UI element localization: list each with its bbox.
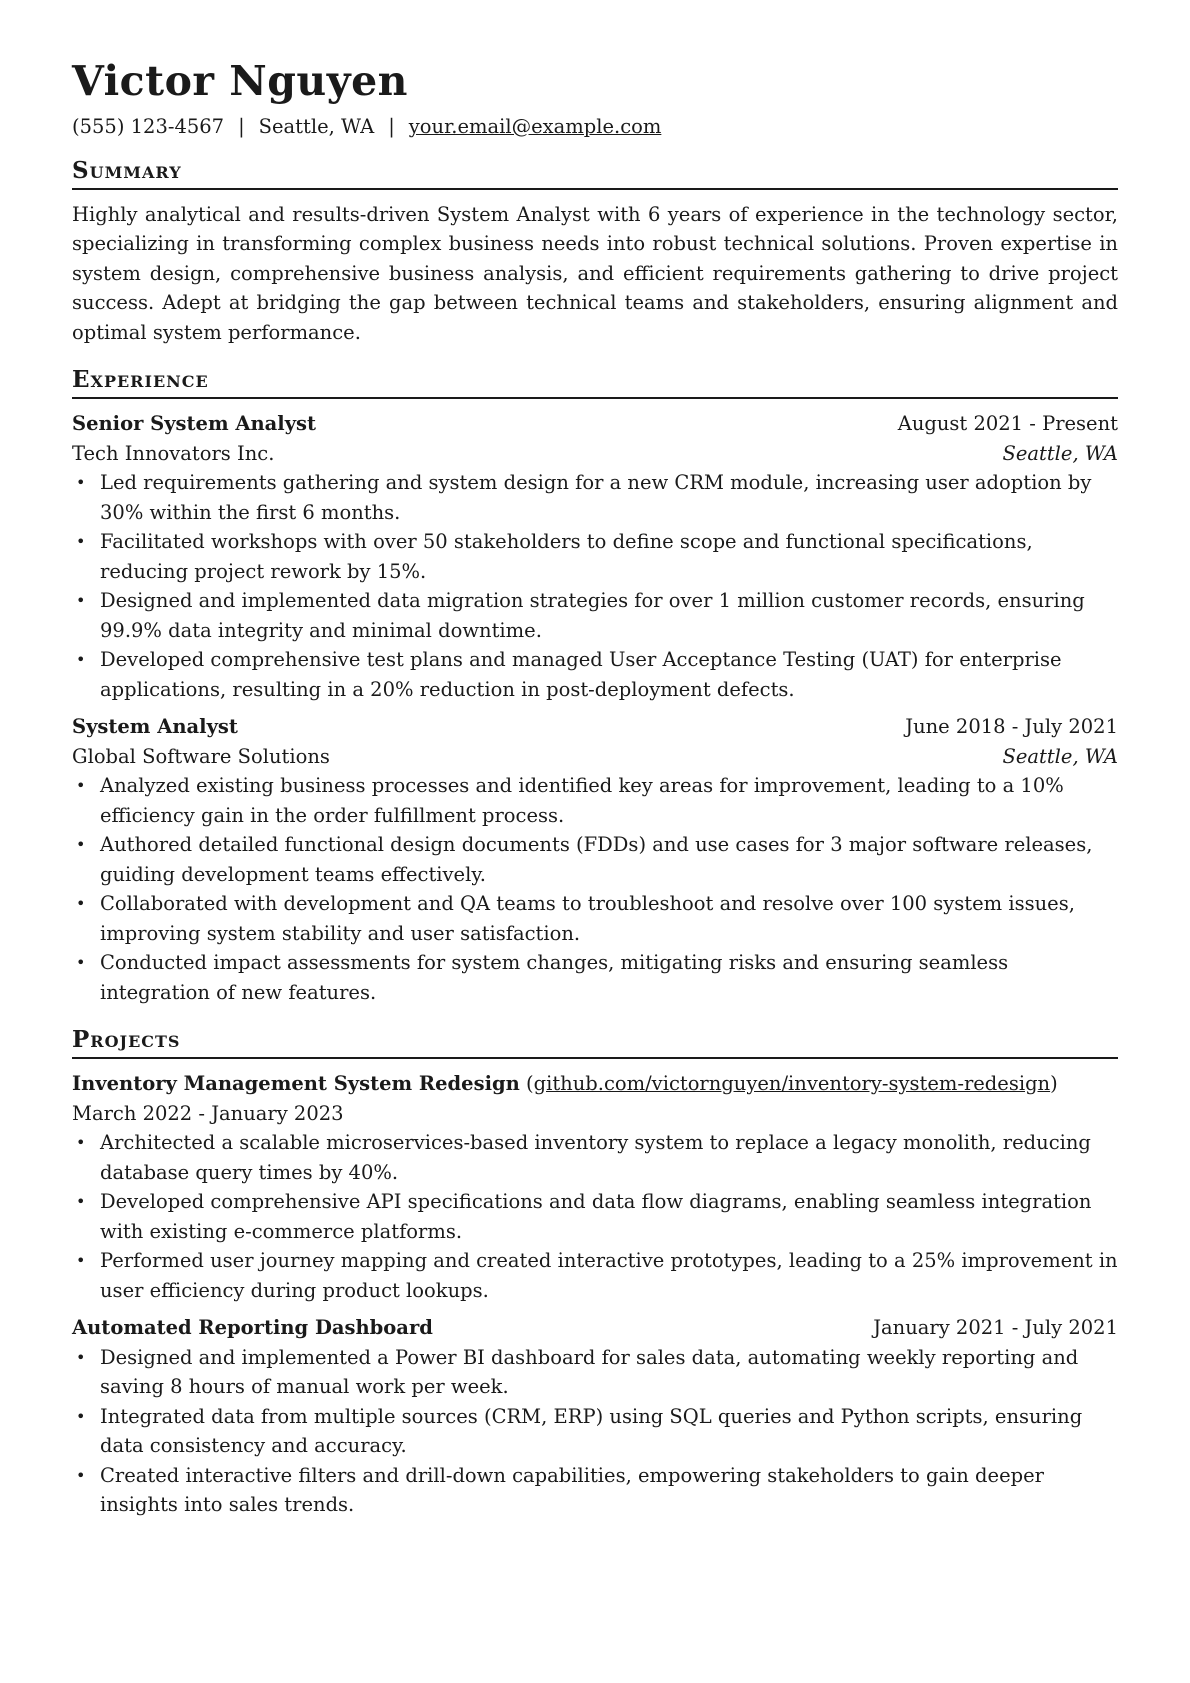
job-bullets	[72, 771, 1118, 1007]
bullet-item: • Conducted impact assessments for system changes, mitigating risks and ensuring seamless integration of new features.	[100, 948, 1118, 1007]
bullet-item: • Designed and implemented data migration strategies for over 1 million customer records, ensuring 99.9% data integrity and minimal downtime.	[100, 586, 1118, 645]
job-location: Seattle, WA	[1002, 744, 1118, 768]
bullet-item: • Collaborated with development and QA teams to troubleshoot and resolve over 100 system issues, improving system stability and user satisfaction.	[100, 889, 1118, 948]
company-name: Tech Innovators Inc.	[72, 441, 275, 465]
experience-section	[72, 365, 1118, 1007]
bullet-item: • Designed and implemented a Power BI dashboard for sales data, automating weekly reporting and saving 8 hours of manual work per week.	[100, 1343, 1118, 1402]
contact-separator: |	[238, 115, 245, 138]
project-header: Inventory Management System Redesign (github.com/victornguyen/inventory-system-redesign) March 2022 - January 2023	[72, 1072, 1058, 1125]
bullet-item: • Integrated data from multiple sources (CRM, ERP) using SQL queries and Python scripts, ensuring data consistency and accuracy.	[100, 1402, 1118, 1461]
project-title: Automated Reporting Dashboard	[72, 1316, 433, 1339]
bullet-item: • Performed user journey mapping and created interactive prototypes, leading to a 25% improvement in user efficiency during product lookups.	[100, 1246, 1118, 1305]
project-dates: January 2021 - July 2021	[873, 1316, 1118, 1339]
contact-line	[72, 112, 1118, 142]
bullet-item: • Led requirements gathering and system design for a new CRM module, increasing user adoption by 30% within the first 6 months.	[100, 468, 1118, 527]
project-bullets	[72, 1128, 1118, 1305]
company-name: Global Software Solutions	[72, 744, 330, 768]
job-dates: August 2021 - Present	[897, 412, 1118, 435]
bullet-item: • Developed comprehensive API specifications and data flow diagrams, enabling seamless integration with existing e-commerce platforms.	[100, 1187, 1118, 1246]
job-title: Senior System Analyst	[72, 412, 317, 435]
experience-heading: Experience	[72, 365, 1118, 399]
job-entry	[72, 409, 1118, 704]
bullet-item: • Developed comprehensive test plans and managed User Acceptance Testing (UAT) for enterprise applications, resulting in a 20% reduction in post-deployment defects.	[100, 645, 1118, 704]
bullet-item: • Analyzed existing business processes and identified key areas for improvement, leading to a 10% efficiency gain in the order fulfillment process.	[100, 771, 1118, 830]
job-title: System Analyst	[72, 715, 238, 738]
email-link[interactable]: your.email@example.com	[408, 115, 662, 138]
bullet-item: • Authored detailed functional design documents (FDDs) and use cases for 3 major software releases, guiding development teams effectively.	[100, 830, 1118, 889]
project-bullets	[72, 1343, 1118, 1520]
project-title: Inventory Management System Redesign	[72, 1072, 520, 1095]
location: Seattle, WA	[258, 115, 375, 138]
job-subheader	[72, 439, 1118, 469]
resume-name: Victor Nguyen	[72, 57, 408, 105]
project-header	[72, 1313, 1118, 1343]
project-entry	[72, 1313, 1118, 1520]
projects-section	[72, 1025, 1118, 1520]
job-subheader	[72, 742, 1118, 772]
job-entry	[72, 712, 1118, 1007]
summary-heading: Summary	[72, 156, 1118, 190]
phone-number: (555) 123-4567	[72, 115, 225, 138]
project-dates: March 2022 - January 2023	[72, 1101, 344, 1125]
bullet-item: • Created interactive filters and drill-down capabilities, empowering stakeholders to gain deeper insights into sales trends.	[100, 1461, 1118, 1520]
job-header	[72, 409, 1118, 439]
project-entry	[72, 1069, 1118, 1305]
job-header	[72, 712, 1118, 742]
summary-text: Highly analytical and results-driven System Analyst with 6 years of experience in the technology sector, specializing in transforming complex business needs into robust technical solutions. Proven expertise in system design, comprehensive business analysis, and efficient requirements gathering to drive project success. Adept at bridging the gap between technical teams and stakeholders, ensuring alignment and optimal system performance.	[72, 202, 1118, 344]
job-dates: June 2018 - July 2021	[905, 715, 1118, 738]
summary-section	[72, 156, 1118, 348]
projects-heading: Projects	[72, 1025, 1118, 1059]
job-bullets	[72, 468, 1118, 704]
bullet-item: • Architected a scalable microservices-based inventory system to replace a legacy monolith, reducing database query times by 40%.	[100, 1128, 1118, 1187]
job-location: Seattle, WA	[1002, 441, 1118, 465]
project-link[interactable]: github.com/victornguyen/inventory-system-redesign	[533, 1072, 1051, 1095]
bullet-item: • Facilitated workshops with over 50 stakeholders to define scope and functional specifications, reducing project rework by 15%.	[100, 527, 1118, 586]
contact-separator: |	[388, 115, 395, 138]
